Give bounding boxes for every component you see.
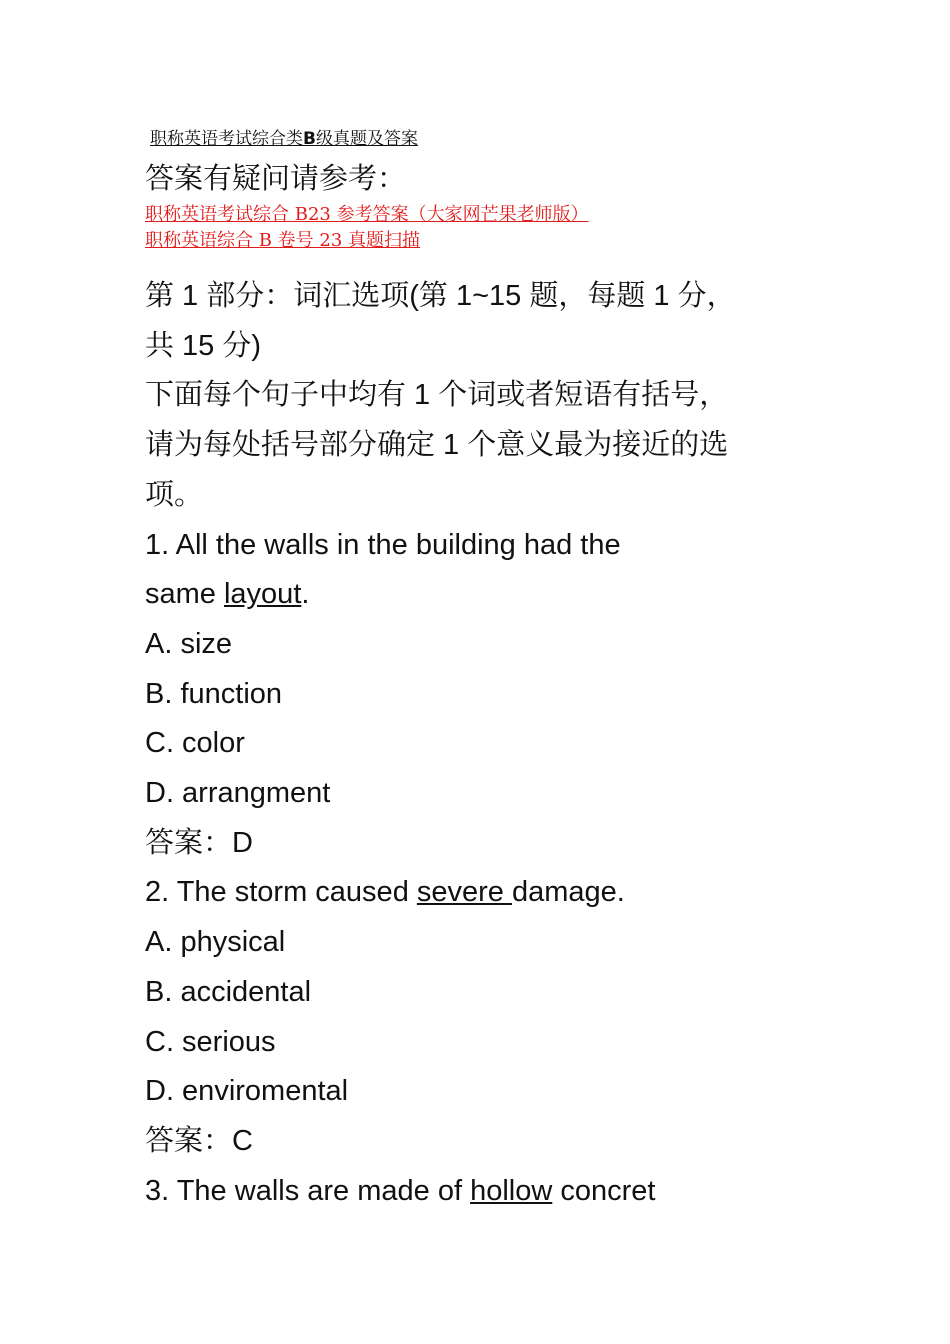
question-1-stem-line-1: 1. All the walls in the building had the	[145, 528, 621, 561]
document-body	[145, 272, 795, 1216]
section-heading-line-2: 共 15 分)	[145, 329, 262, 362]
question-2-option-a: A. physical	[145, 926, 286, 959]
title-suffix: 级真题及答案	[315, 129, 418, 149]
question-2-text-after: damage.	[511, 876, 625, 909]
question-3-text-before: 3. The walls are made of	[145, 1174, 471, 1207]
instructions-line-3: 项。	[145, 478, 204, 511]
question-1-text-before: same	[145, 578, 224, 611]
question-1-option-d: D. arrangment	[145, 777, 331, 810]
exam-scan-link[interactable]: 职称英语综合 B 卷号 23 真题扫描	[145, 230, 421, 251]
question-1-option-a: A. size	[145, 627, 233, 660]
question-3-underlined-word: hollow	[470, 1174, 553, 1207]
instructions-line-2: 请为每处括号部分确定 1 个意义最为接近的选	[145, 429, 729, 462]
title-bold-letter: B	[303, 129, 316, 149]
instructions-line-1: 下面每个句子中均有 1 个词或者短语有括号，	[145, 379, 729, 412]
question-1-stem-line-2	[145, 570, 795, 620]
question-1-answer: 答案：D	[145, 826, 253, 859]
document-title	[150, 124, 418, 149]
question-2-option-b: B. accidental	[145, 975, 312, 1008]
question-2-answer: 答案：C	[145, 1124, 253, 1157]
question-1-text-after: .	[301, 578, 310, 611]
question-2-text-before: 2. The storm caused	[145, 876, 417, 909]
question-2-option-c: C. serious	[145, 1025, 276, 1058]
section-heading-line-1: 第 1 部分：词汇选项(第 1~15 题，每题 1 分，	[145, 280, 736, 312]
question-2-underlined-word: severe	[416, 876, 512, 909]
reference-heading: 答案有疑问请参考：	[145, 161, 407, 195]
question-3-stem	[145, 1167, 795, 1217]
question-3-text-after: concret	[552, 1174, 656, 1207]
question-1-underlined-word: layout	[223, 578, 302, 611]
question-2-stem	[145, 868, 795, 918]
answer-reference-link[interactable]: 职称英语考试综合 B23 参考答案（大家网芒果老师版）	[145, 204, 589, 225]
question-2-option-d: D. enviromental	[145, 1075, 349, 1108]
title-prefix: 职称英语考试综合类	[150, 129, 303, 149]
question-1-option-b: B. function	[145, 677, 283, 710]
question-1-option-c: C. color	[145, 727, 245, 760]
